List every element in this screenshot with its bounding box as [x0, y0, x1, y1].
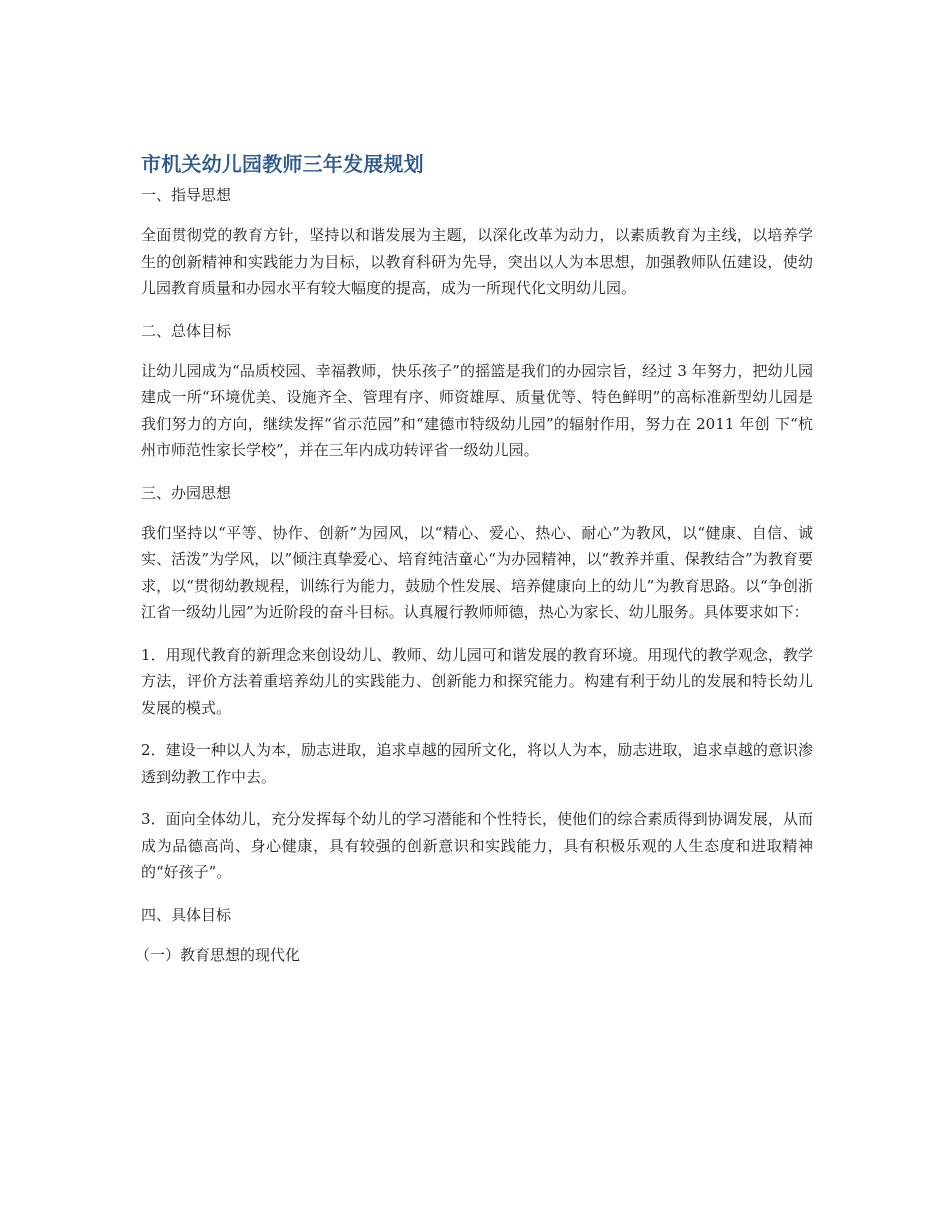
section-heading-overall-goal: 二、总体目标: [141, 321, 232, 340]
document-title: 市机关幼儿园教师三年发展规划: [141, 152, 424, 176]
sub-heading: （一）教育思想的现代化: [135, 945, 301, 964]
paragraph: 我们坚持以“平等、协作、创新”为园风，以“精心、爱心、热心、耐心”为教风，以“健康、自信、诚实、活泼”为学风，以”倾注真挚爱心、培育纯洁童心“为办园精神，以“教养并重、保教结合”为教育要求，以“贯彻幼教规程，训练行为能力，鼓励个性发展、培养健康向上的幼儿”为教育思路。以“争创浙江省一级幼儿园”为近阶段的奋斗目标。认真履行教师师德，热心为家长、幼儿服务。具体要求如下：: [141, 523, 813, 621]
numbered-paragraph: 2．建设一种以人为本，励志进取，追求卓越的园所文化，将以人为本，励志进取，追求卓越的意识渗透到幼教工作中去。: [141, 741, 813, 786]
section-heading-guiding-thought: 一、指导思想: [141, 186, 232, 204]
document-body: [135, 150, 813, 968]
section-heading-specific-goals: 四、具体目标: [141, 905, 232, 924]
section-heading-school-philosophy: 三、办园思想: [141, 483, 232, 502]
numbered-paragraph: 3．面向全体幼儿，充分发挥每个幼儿的学习潜能和个性特长，使他们的综合素质得到协调发展，从而成为品德高尚、身心健康，具有较强的创新意识和实践能力，具有积极乐观的人生态度和进取精神的“好孩子”。: [141, 810, 813, 881]
numbered-paragraph: 1．用现代教育的新理念来创设幼儿、教师、幼儿园可和谐发展的教育环境。用现代的教学观念，教学方法，评价方法着重培养幼儿的实践能力、创新能力和探究能力。构建有利于幼儿的发展和特长幼儿发展的模式。: [141, 645, 813, 717]
paragraph: 全面贯彻党的教育方针，坚持以和谐发展为主题，以深化改革为动力，以素质教育为主线，以培养学生的创新精神和实践能力为目标，以教育科研为先导，突出以人为本思想，加强教师队伍建设，使幼儿园教育质量和办园水平有较大幅度的提高，成为一所现代化文明幼儿园。: [141, 226, 813, 297]
paragraph: 让幼儿园成为“品质校园、幸福教师，快乐孩子”的摇篮是我们的办园宗旨，经过 3 年努力，把幼儿园建成一所“环境优美、设施齐全、管理有序、师资雄厚、质量优等、特色鲜明”的高标准新型幼儿园是我们努力的方向，继续发挥“省示范园”和“建德市特级幼儿园”的辐射作用，努力在 2011 年创 下“杭州市师范性家长学校”，并在三年内成功转评省一级幼儿园。: [141, 361, 813, 459]
